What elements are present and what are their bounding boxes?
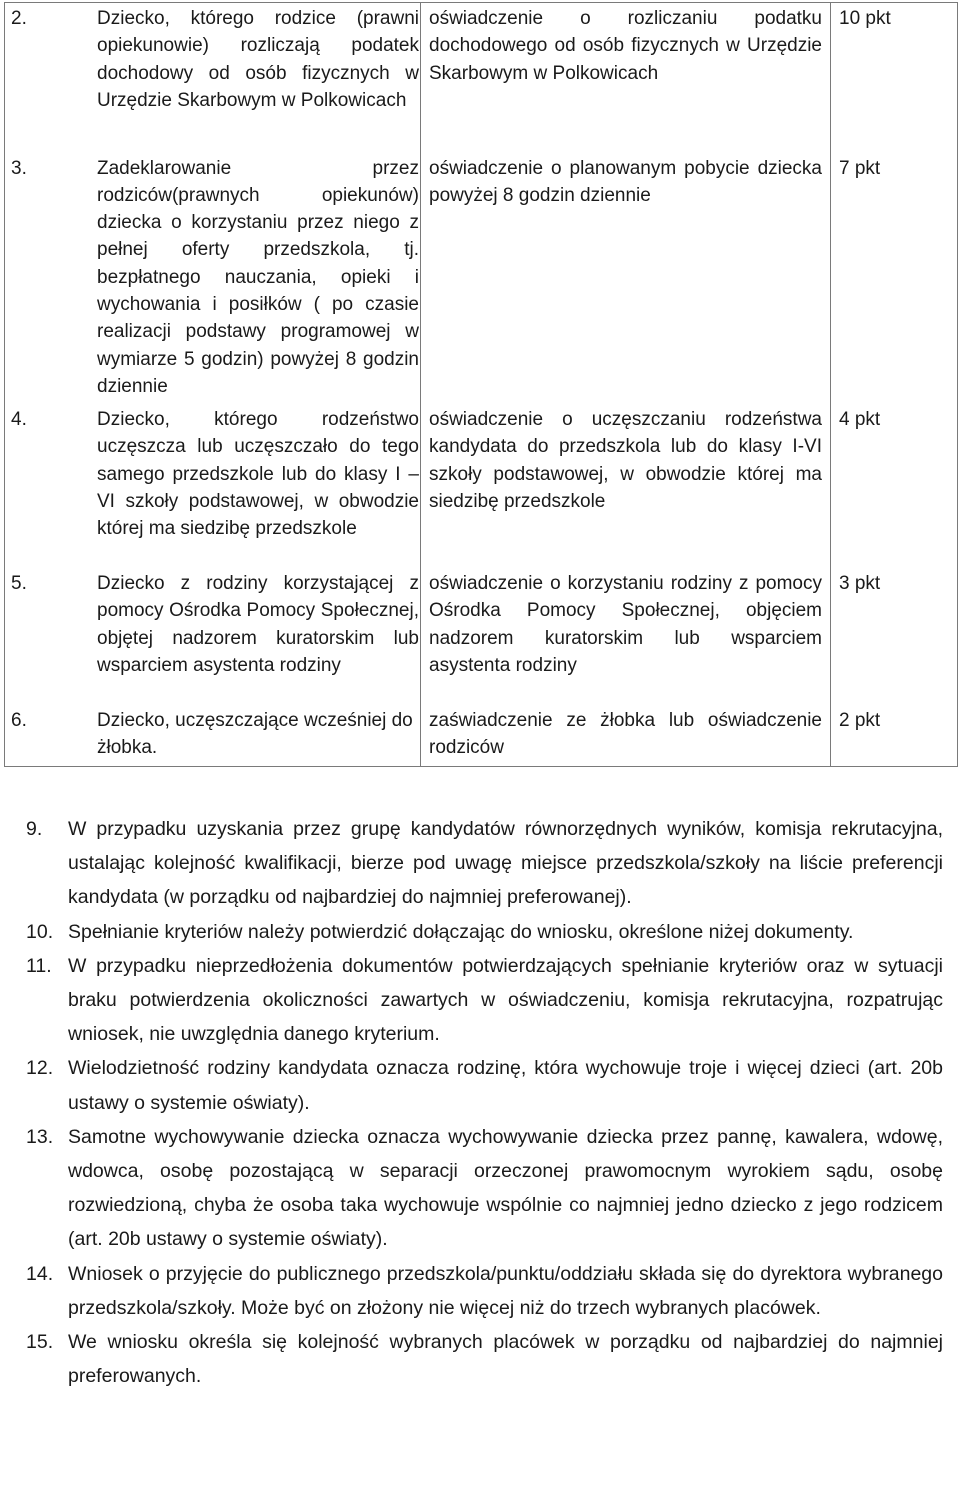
document-cell: oświadczenie o planowanym pobycie dziecka powyżej 8 godzin dziennie xyxy=(421,153,831,405)
criterion-cell xyxy=(5,568,421,705)
table-row xyxy=(5,153,958,405)
paragraph-number: 13. xyxy=(26,1125,54,1148)
document-cell: oświadczenie o rozliczaniu podatku dochodowego od osób fizycznych w Urzędzie Skarbowym w Polkowicach xyxy=(421,3,831,153)
row-number: 3. xyxy=(11,157,27,179)
paragraph-14 xyxy=(0,1257,960,1325)
criterion-text: Dziecko, którego rodzeństwo uczęszcza lub uczęszczało do tego samego przedszkole lub do klasy I – VI szkoły podstawowej, w obwodzie której ma siedzibę przedszkole xyxy=(97,409,419,540)
criterion-text: Zadeklarowanie przez rodziców(prawnych opiekunów) dziecka o korzystaniu przez niego z pełnej oferty przedszkola, tj. bezpłatnego nauczania, opieki i wychowania i posiłków ( po czasie realizacji podstawy programowej w wymiarze 5 godzin) powyżej 8 godzin dziennie xyxy=(97,157,419,397)
table-row xyxy=(5,404,958,568)
paragraph-12 xyxy=(0,1051,960,1119)
paragraph-9 xyxy=(0,812,960,915)
points-cell: 7 pkt xyxy=(831,153,958,405)
numbered-paragraphs xyxy=(0,812,960,1393)
paragraph-number: 12. xyxy=(26,1057,54,1080)
points-cell: 10 pkt xyxy=(831,3,958,153)
criterion-text: Dziecko z rodziny korzystającej z pomocy Ośrodka Pomocy Społecznej, objętej nadzorem kuratorskim lub wsparciem asystenta rodziny xyxy=(97,573,419,677)
criteria-table xyxy=(4,2,958,767)
paragraph-11 xyxy=(0,949,960,1052)
points-cell: 4 pkt xyxy=(831,404,958,568)
paragraph-text: Spełnianie kryteriów należy potwierdzić dołączając do wniosku, określone niżej dokumenty. xyxy=(68,920,854,943)
paragraph-text: We wniosku określa się kolejność wybranych placówek w porządku od najbardziej do najmniej preferowanych. xyxy=(68,1331,943,1388)
paragraph-number: 11. xyxy=(26,954,52,977)
paragraph-number: 14. xyxy=(26,1262,54,1285)
paragraph-number: 9. xyxy=(26,818,43,840)
paragraph-number: 10. xyxy=(26,920,54,943)
paragraph-text: Wielodzietność rodziny kandydata oznacza rodzinę, która wychowuje troje i więcej dzieci (art. 20b ustawy o systemie oświaty). xyxy=(68,1057,943,1114)
paragraph-10 xyxy=(0,915,960,949)
row-number: 4. xyxy=(11,409,27,431)
paragraph-number: 15. xyxy=(26,1331,54,1354)
criterion-text: Dziecko, uczęszczające wcześniej do żłobka. xyxy=(97,710,413,759)
row-number: 6. xyxy=(11,710,27,732)
table-row xyxy=(5,568,958,705)
document-cell: oświadczenie o uczęszczaniu rodzeństwa kandydata do przedszkola lub do klasy I-VI szkoły podstawowej, w obwodzie której ma siedzibę przedszkole xyxy=(421,404,831,568)
paragraph-15 xyxy=(0,1325,960,1393)
paragraph-13 xyxy=(0,1120,960,1257)
criterion-text: Dziecko, którego rodzice (prawni opiekunowie) rozliczają podatek dochodowy od osób fizycznych w Urzędzie Skarbowym w Polkowicach xyxy=(97,8,419,111)
document-cell: oświadczenie o korzystaniu rodziny z pomocy Ośrodka Pomocy Społecznej, objęciem nadzorem kuratorskim lub wsparciem asystenta rodziny xyxy=(421,568,831,705)
criterion-cell xyxy=(5,153,421,405)
document-cell: zaświadczenie ze żłobka lub oświadczenie rodziców xyxy=(421,705,831,766)
criterion-cell xyxy=(5,404,421,568)
table-row xyxy=(5,705,958,766)
paragraph-text: Samotne wychowywanie dziecka oznacza wychowywanie dziecka przez pannę, kawalera, wdowę, wdowca, osobę pozostającą w separacji orzeczonej prawomocnym wyrokiem sądu, osobę rozwiedzioną, chyba że osoba taka wychowuje wspólnie co najmniej jedno dziecko z jego rodzicem (art. 20b ustawy o systemie oświaty). xyxy=(68,1125,943,1251)
paragraph-text: Wniosek o przyjęcie do publicznego przedszkola/punktu/oddziału składa się do dyrektora wybranego przedszkola/szkoły. Może być on złożony nie więcej niż do trzech wybranych placówek. xyxy=(68,1262,943,1319)
row-number: 5. xyxy=(11,573,27,595)
criterion-cell xyxy=(5,705,421,766)
points-cell: 3 pkt xyxy=(831,568,958,705)
points-cell: 2 pkt xyxy=(831,705,958,766)
paragraph-text: W przypadku uzyskania przez grupę kandydatów równorzędnych wyników, komisja rekrutacyjna, ustalając kolejność kwalifikacji, bierze pod uwagę miejsce przedszkola/szkoły na liście preferencji kandydata (w porządku od najbardziej do najmniej preferowanej). xyxy=(68,818,943,909)
paragraph-text: W przypadku nieprzedłożenia dokumentów potwierdzających spełnianie kryteriów oraz w sytuacji braku potwierdzenia okoliczności zawartych w oświadczeniu, komisja rekrutacyjna, rozpatrując wniosek, nie uwzględnia danego kryterium. xyxy=(68,954,943,1046)
row-number: 2. xyxy=(11,8,27,29)
criterion-cell xyxy=(5,3,421,153)
table-row xyxy=(5,3,958,153)
